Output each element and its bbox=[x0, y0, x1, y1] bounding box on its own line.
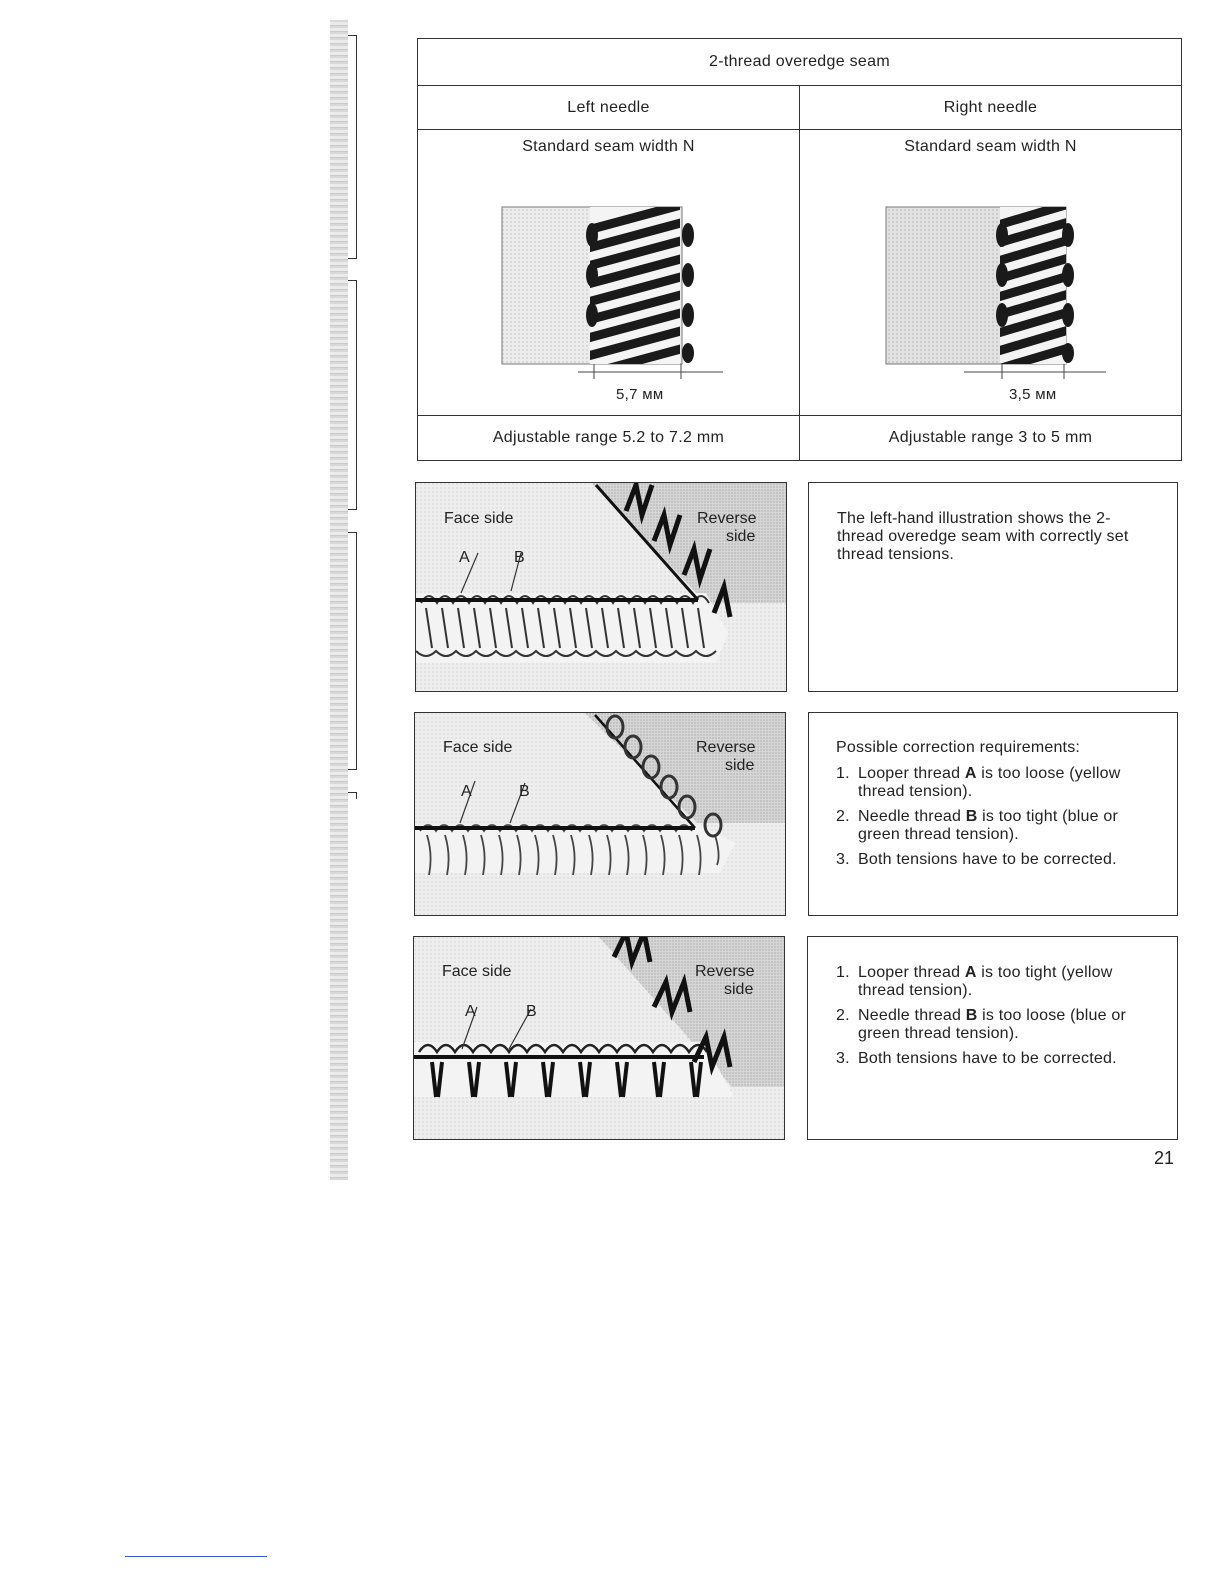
right-width-measure: 3,5 мм bbox=[1009, 386, 1057, 403]
label-b: B bbox=[526, 1003, 537, 1020]
right-needle-seam-illustration bbox=[800, 165, 1182, 415]
correct-tension-text: The left-hand illustration shows the 2-thread overedge seam with correctly set thread tensions. bbox=[837, 510, 1129, 563]
seam-illustration-tight-looper bbox=[413, 936, 785, 1140]
label-a: A bbox=[461, 783, 472, 800]
list-item: 3. Both tensions have to be corrected. bbox=[836, 851, 1117, 868]
list-item: 1. Looper thread A is too tight (yellow thread tension). bbox=[836, 964, 1113, 999]
face-side-label: Face side bbox=[443, 739, 513, 756]
left-adjustable-range: Adjustable range 5.2 to 7.2 mm bbox=[418, 416, 800, 461]
reverse-side-label: Reverse bbox=[697, 510, 757, 527]
right-needle-cell bbox=[800, 130, 1182, 416]
label-b: B bbox=[514, 549, 525, 566]
reverse-side-label-2: side bbox=[726, 528, 756, 545]
left-subheader: Standard seam width N bbox=[522, 138, 695, 155]
right-adjustable-range: Adjustable range 3 to 5 mm bbox=[800, 416, 1182, 461]
loose-looper-corrections bbox=[808, 712, 1178, 916]
left-width-measure: 5,7 мм bbox=[616, 386, 664, 403]
list-item: 1. Looper thread A is too loose (yellow thread tension). bbox=[836, 765, 1121, 800]
margin-bracket bbox=[348, 792, 357, 799]
right-subheader: Standard seam width N bbox=[904, 138, 1077, 155]
corrections-list bbox=[836, 964, 1149, 1068]
left-needle-cell bbox=[418, 130, 800, 416]
corrections-list bbox=[836, 765, 1149, 869]
seam-illustration-correct bbox=[415, 482, 787, 692]
seam-illustration-loose-looper bbox=[414, 712, 786, 916]
table-title: 2-thread overedge seam bbox=[418, 39, 1182, 86]
right-needle-header: Right needle bbox=[800, 86, 1182, 130]
corrections-intro: Possible correction requirements: bbox=[836, 739, 1081, 756]
margin-bracket bbox=[348, 280, 357, 510]
list-item: 2. Needle thread B is too tight (blue or green thread tension). bbox=[836, 808, 1119, 843]
tight-looper-corrections bbox=[807, 936, 1178, 1140]
seam-width-table bbox=[417, 38, 1182, 461]
footer-rule bbox=[125, 1556, 267, 1557]
face-side-label: Face side bbox=[444, 510, 514, 527]
reverse-side-label: Reverse bbox=[695, 963, 755, 980]
binding-strip bbox=[330, 20, 348, 1180]
label-b: B bbox=[519, 783, 530, 800]
list-item: 2. Needle thread B is too loose (blue or green thread tension). bbox=[836, 1007, 1127, 1042]
margin-bracket bbox=[348, 532, 357, 770]
label-a: A bbox=[465, 1003, 476, 1020]
correct-tension-description bbox=[808, 482, 1178, 692]
left-needle-seam-illustration bbox=[418, 165, 800, 415]
left-needle-header: Left needle bbox=[418, 86, 800, 130]
reverse-side-label-2: side bbox=[724, 981, 754, 998]
face-side-label: Face side bbox=[442, 963, 512, 980]
page-number: 21 bbox=[1154, 1148, 1175, 1168]
label-a: A bbox=[459, 549, 470, 566]
list-item: 3. Both tensions have to be corrected. bbox=[836, 1050, 1117, 1067]
margin-bracket bbox=[348, 35, 357, 259]
reverse-side-label-2: side bbox=[725, 757, 755, 774]
reverse-side-label: Reverse bbox=[696, 739, 756, 756]
